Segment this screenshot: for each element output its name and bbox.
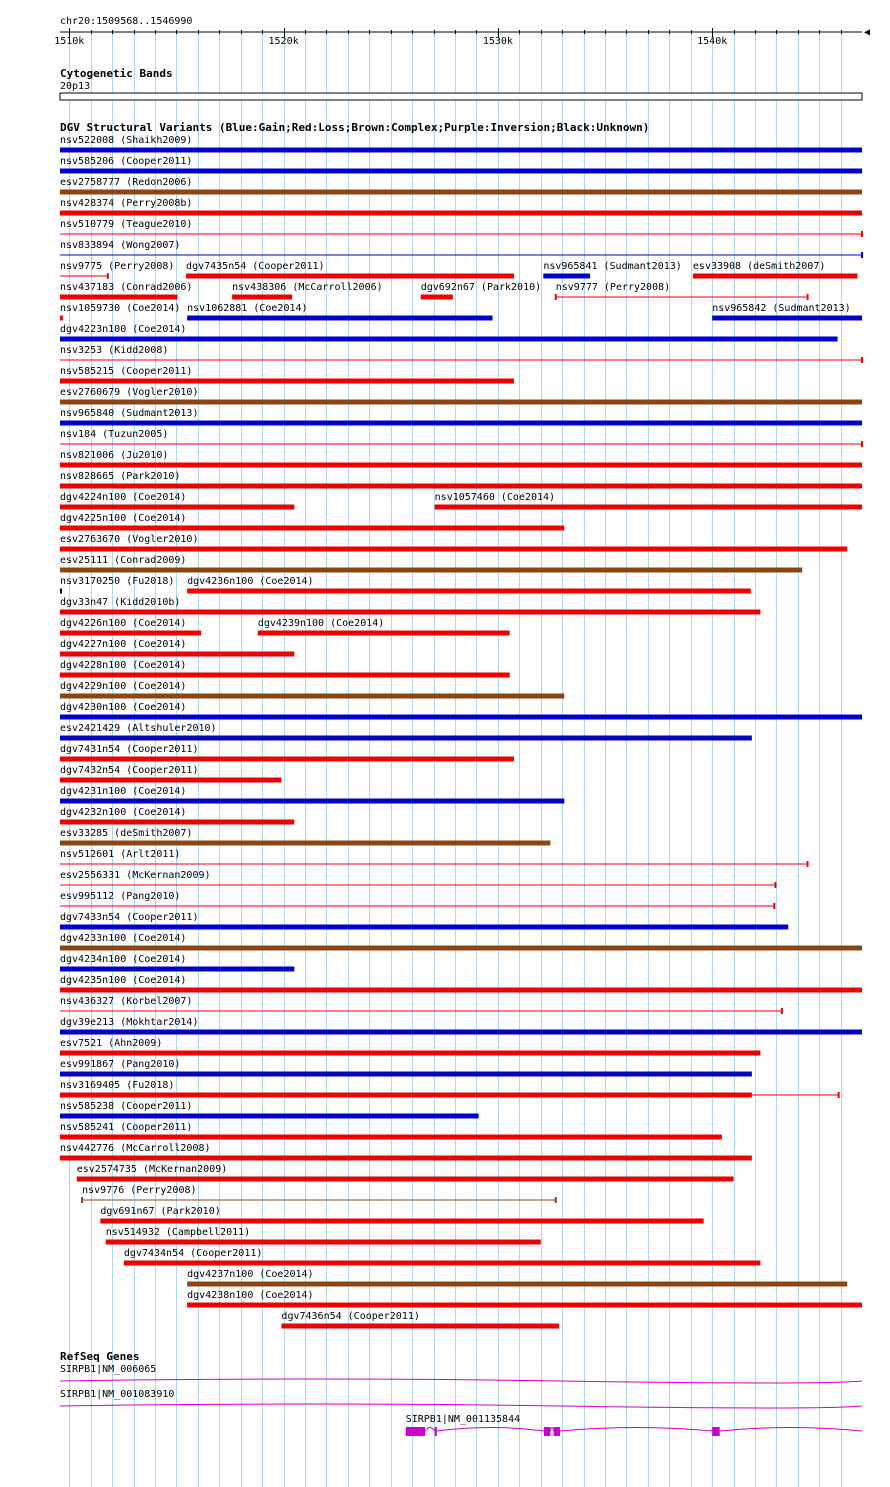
sv-bar[interactable] <box>60 547 847 552</box>
sv-bar[interactable] <box>100 1219 703 1224</box>
sv-label[interactable]: nsv522008 (Shaikh2009) <box>60 135 193 146</box>
sv-bar[interactable] <box>60 421 862 426</box>
sv-bar[interactable] <box>60 967 294 972</box>
sv-bar[interactable] <box>106 1240 541 1245</box>
gene-intron-line <box>425 1428 435 1432</box>
sv-label[interactable]: dgv33n47 (Kidd2010b) <box>60 597 181 608</box>
sv-label[interactable]: dgv4230n100 (Coe2014) <box>60 702 187 713</box>
sv-bar[interactable] <box>421 295 453 300</box>
sv-label[interactable]: esv991867 (Pang2010) <box>60 1059 181 1070</box>
sv-bar[interactable] <box>60 484 862 489</box>
sv-label[interactable]: esv2574735 (McKernan2009) <box>76 1164 228 1175</box>
sv-bar[interactable] <box>60 316 63 321</box>
sv-label[interactable]: nsv428374 (Perry2008b) <box>60 198 193 209</box>
sv-bar[interactable] <box>60 841 550 846</box>
sv-bar[interactable] <box>60 211 862 216</box>
region-label: chr20:1509568..1546990 <box>60 16 193 27</box>
sv-label[interactable]: nsv585215 (Cooper2011) <box>60 366 193 377</box>
sv-label[interactable]: nsv437183 (Conrad2006) <box>60 282 193 293</box>
sv-label[interactable]: nsv821006 (Ju2010) <box>60 450 169 461</box>
sv-label[interactable]: esv2556331 (McKernan2009) <box>60 870 211 881</box>
sv-bar[interactable] <box>60 1093 752 1098</box>
sv-label[interactable]: dgv4226n100 (Coe2014) <box>60 618 187 629</box>
ruler-tick-label: 1520k <box>268 36 299 47</box>
sv-label[interactable]: dgv7431n54 (Cooper2011) <box>60 744 199 755</box>
sv-label[interactable]: nsv965842 (Sudmant2013) <box>712 303 851 314</box>
sv-label[interactable]: dgv4238n100 (Coe2014) <box>187 1290 314 1301</box>
sv-bar[interactable] <box>543 274 590 279</box>
gene-exon[interactable] <box>406 1427 425 1436</box>
sv-bar[interactable] <box>712 316 862 321</box>
sv-label[interactable]: nsv585206 (Cooper2011) <box>60 156 193 167</box>
sv-label[interactable]: dgv4234n100 (Coe2014) <box>60 954 187 965</box>
sv-label[interactable]: esv7521 (Ahn2009) <box>60 1038 163 1049</box>
sv-label[interactable]: dgv4236n100 (Coe2014) <box>187 576 314 587</box>
refseq-title: RefSeq Genes <box>60 1350 140 1363</box>
sv-bar[interactable] <box>60 778 281 783</box>
sv-label[interactable]: nsv9777 (Perry2008) <box>555 282 671 293</box>
ruler-tick-label: 1530k <box>482 36 513 47</box>
cytoband-track <box>60 67 862 100</box>
sv-label[interactable]: nsv438306 (McCarroll2006) <box>232 282 383 293</box>
sv-bar[interactable] <box>60 652 294 657</box>
sv-bar[interactable] <box>60 568 802 573</box>
sv-label[interactable]: dgv4237n100 (Coe2014) <box>187 1269 314 1280</box>
refseq-features <box>60 1364 862 1436</box>
sv-label[interactable]: esv33908 (deSmith2007) <box>692 261 826 272</box>
sv-bar[interactable] <box>435 505 862 510</box>
sv-label[interactable]: nsv833894 (Wong2007) <box>60 240 181 251</box>
sv-bar[interactable] <box>187 1303 862 1308</box>
dgv-track <box>60 121 862 1329</box>
sv-bar[interactable] <box>187 1282 847 1287</box>
gene-intron-line[interactable] <box>60 1379 862 1383</box>
sv-bar[interactable] <box>60 925 788 930</box>
sv-label[interactable]: nsv1062881 (Coe2014) <box>187 303 308 314</box>
sv-label[interactable]: dgv4228n100 (Coe2014) <box>60 660 187 671</box>
sv-label[interactable]: dgv4232n100 (Coe2014) <box>60 807 187 818</box>
sv-bar[interactable] <box>187 316 492 321</box>
sv-label[interactable]: dgv4235n100 (Coe2014) <box>60 975 187 986</box>
sv-label[interactable]: dgv7432n54 (Cooper2011) <box>60 765 199 776</box>
sv-bar[interactable] <box>60 589 62 594</box>
ruler-ticks <box>54 28 841 47</box>
sv-label[interactable]: nsv442776 (McCarroll2008) <box>60 1143 211 1154</box>
sv-label[interactable]: dgv4224n100 (Coe2014) <box>60 492 187 503</box>
sv-bar[interactable] <box>60 1114 479 1119</box>
sv-label[interactable]: esv33285 (deSmith2007) <box>60 828 193 839</box>
sv-label[interactable]: dgv4233n100 (Coe2014) <box>60 933 187 944</box>
sv-bar[interactable] <box>60 169 862 174</box>
dgv-title: DGV Structural Variants (Blue:Gain;Red:Loss;Brown:Complex;Purple:Inversion;Black:Unknown) <box>60 121 650 134</box>
sv-bar[interactable] <box>60 631 201 636</box>
ruler-tick-label: 1510k <box>54 36 85 47</box>
sv-label[interactable]: dgv7435n54 (Cooper2011) <box>186 261 325 272</box>
sv-bar[interactable] <box>60 1030 862 1035</box>
sv-bar[interactable] <box>693 274 858 279</box>
refseq-track <box>60 1350 862 1436</box>
sv-bar[interactable] <box>60 610 760 615</box>
sv-label[interactable]: nsv512601 (Arlt2011) <box>60 849 181 860</box>
gene-intron-line[interactable] <box>60 1404 862 1408</box>
sv-bar[interactable] <box>60 736 752 741</box>
gene-exon[interactable] <box>544 1427 550 1436</box>
sv-bar[interactable] <box>258 631 510 636</box>
sv-bar[interactable] <box>281 1324 559 1329</box>
sv-label[interactable]: nsv1059730 (Coe2014) <box>60 303 181 314</box>
sv-label[interactable]: nsv965840 (Sudmant2013) <box>60 408 199 419</box>
sv-bar[interactable] <box>60 820 294 825</box>
gene-exon[interactable] <box>554 1427 560 1436</box>
sv-label[interactable]: esv25111 (Conrad2009) <box>60 555 187 566</box>
sv-label[interactable]: nsv965841 (Sudmant2013) <box>543 261 682 272</box>
sv-label[interactable]: esv2760679 (Vogler2010) <box>60 387 199 398</box>
sv-bar[interactable] <box>60 1135 722 1140</box>
sv-bar[interactable] <box>60 379 514 384</box>
sv-label[interactable]: nsv585241 (Cooper2011) <box>60 1122 193 1133</box>
gene-exon[interactable] <box>435 1427 437 1436</box>
ruler-end-arrow: ◀ <box>864 27 871 38</box>
sv-bar[interactable] <box>60 946 862 951</box>
sv-label[interactable]: dgv4239n100 (Coe2014) <box>257 618 385 629</box>
gene-label[interactable]: SIRPB1|NM_001135844 <box>405 1414 521 1425</box>
sv-bar[interactable] <box>60 148 862 153</box>
sv-label[interactable]: nsv510779 (Teague2010) <box>60 219 193 230</box>
sv-bar[interactable] <box>60 1156 752 1161</box>
gene-intron-line <box>560 1428 712 1432</box>
sv-bar[interactable] <box>60 988 862 993</box>
ruler-tick-label: 1540k <box>697 36 728 47</box>
sv-label[interactable]: nsv585238 (Cooper2011) <box>60 1101 193 1112</box>
sv-label[interactable]: dgv4223n100 (Coe2014) <box>60 324 187 335</box>
cytoband-bar <box>60 93 862 100</box>
gene-exon[interactable] <box>712 1427 720 1436</box>
sv-bar[interactable] <box>187 589 751 594</box>
gene-intron-line <box>720 1428 862 1432</box>
sv-label[interactable]: nsv3169405 (Fu2018) <box>60 1080 175 1091</box>
sv-bar[interactable] <box>60 463 862 468</box>
sv-label[interactable]: dgv4231n100 (Coe2014) <box>60 786 187 797</box>
sv-bar[interactable] <box>60 190 862 195</box>
sv-label[interactable]: esv995112 (Pang2010) <box>60 891 181 902</box>
sv-bar[interactable] <box>60 295 177 300</box>
sv-bar[interactable] <box>186 274 514 279</box>
sv-bar[interactable] <box>60 337 838 342</box>
sv-bar[interactable] <box>60 1072 752 1077</box>
sv-label[interactable]: dgv7434n54 (Cooper2011) <box>123 1248 263 1259</box>
dgv-features <box>60 135 862 1329</box>
sv-label[interactable]: esv2763670 (Vogler2010) <box>60 534 199 545</box>
sv-bar[interactable] <box>60 715 862 720</box>
gene-intron-line <box>437 1428 544 1432</box>
sv-bar[interactable] <box>124 1261 761 1266</box>
sv-label[interactable]: dgv4227n100 (Coe2014) <box>60 639 187 650</box>
sv-bar[interactable] <box>60 526 564 531</box>
sv-label[interactable]: dgv4225n100 (Coe2014) <box>60 513 187 524</box>
sv-label[interactable]: esv2421429 (Altshuler2010) <box>60 723 217 734</box>
sv-bar[interactable] <box>60 799 564 804</box>
sv-label[interactable]: nsv514932 (Campbell2011) <box>105 1227 251 1238</box>
sv-label[interactable]: dgv7436n54 (Cooper2011) <box>281 1311 420 1322</box>
sv-bar[interactable] <box>232 295 292 300</box>
sv-bar[interactable] <box>77 1177 734 1182</box>
sv-label[interactable]: nsv3253 (Kidd2008) <box>60 345 169 356</box>
sv-label[interactable]: dgv691n67 (Park2010) <box>100 1206 221 1217</box>
cytoband-title: Cytogenetic Bands <box>60 67 173 80</box>
sv-bar[interactable] <box>60 673 510 678</box>
gene-intron-line <box>550 1428 553 1432</box>
sv-label[interactable]: dgv7433n54 (Cooper2011) <box>60 912 199 923</box>
sv-label[interactable]: nsv436327 (Korbel2007) <box>60 996 193 1007</box>
sv-bar[interactable] <box>60 400 862 405</box>
sv-label[interactable]: esv2758777 (Redon2006) <box>60 177 193 188</box>
sv-bar[interactable] <box>60 1051 760 1056</box>
sv-label[interactable]: nsv9776 (Perry2008) <box>82 1185 197 1196</box>
cytoband-label: 20p13 <box>60 81 91 92</box>
sv-bar[interactable] <box>60 694 564 699</box>
sv-label[interactable]: nsv184 (Tuzun2005) <box>60 429 169 440</box>
gene-label[interactable]: SIRPB1|NM_001083910 <box>60 1389 175 1400</box>
sv-label[interactable]: nsv828665 (Park2010) <box>60 471 181 482</box>
sv-label[interactable]: nsv1057460 (Coe2014) <box>434 492 556 503</box>
gene-label[interactable]: SIRPB1|NM_006065 <box>60 1364 157 1375</box>
sv-label[interactable]: dgv39e213 (Mokhtar2014) <box>60 1017 199 1028</box>
sv-label[interactable]: nsv3170250 (Fu2018) <box>60 576 175 587</box>
sv-label[interactable]: nsv9775 (Perry2008) <box>60 261 175 272</box>
sv-bar[interactable] <box>60 757 514 762</box>
sv-label[interactable]: dgv692n67 (Park2010) <box>420 282 542 293</box>
sv-bar[interactable] <box>60 505 294 510</box>
sv-label[interactable]: dgv4229n100 (Coe2014) <box>60 681 187 692</box>
